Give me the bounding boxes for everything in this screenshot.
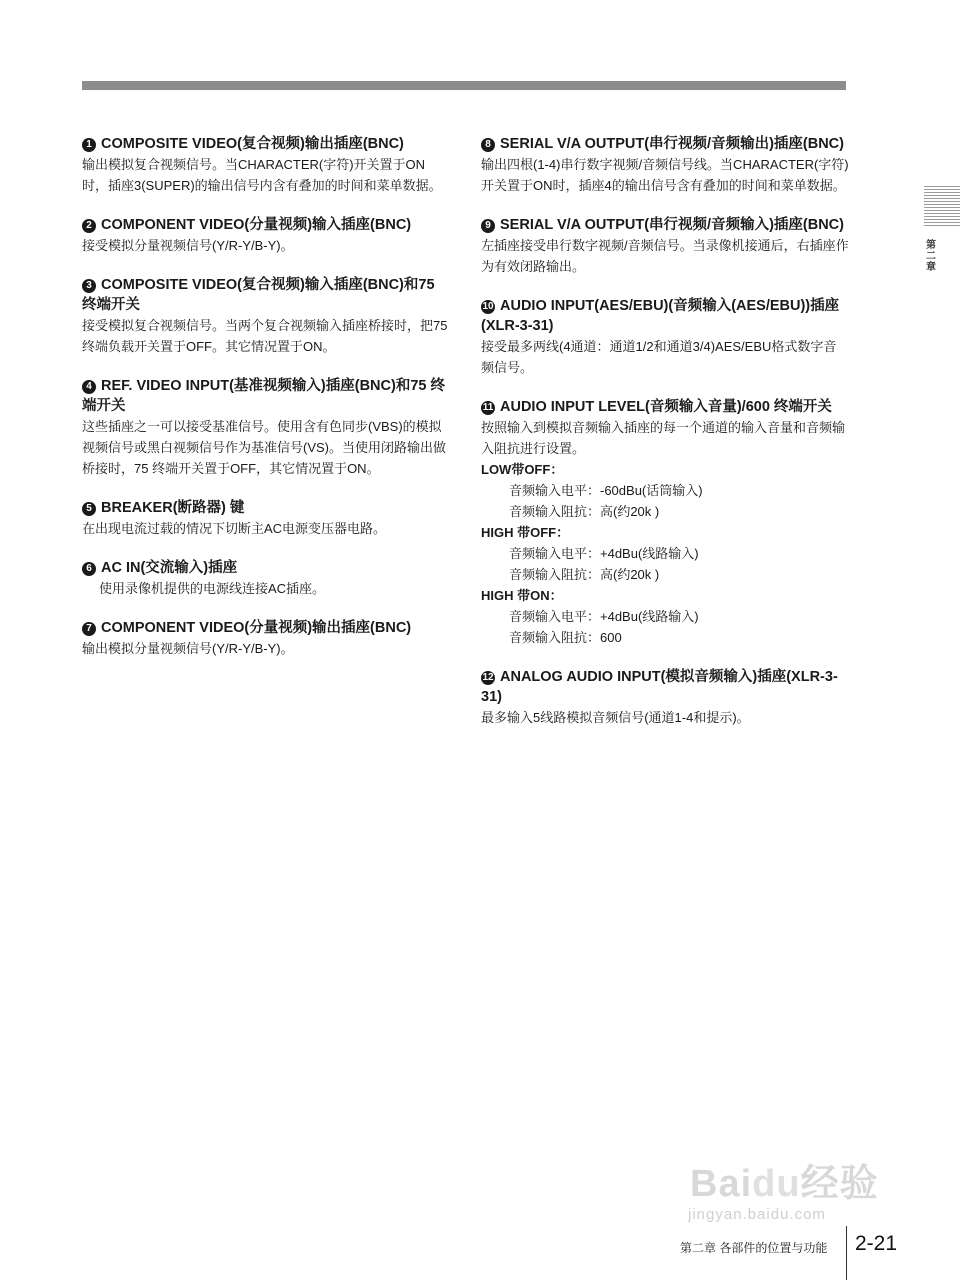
item-description: 在出现电流过载的情况下切断主AC电源变压器电路。: [82, 521, 387, 536]
item-title: 1 COMPOSITE VIDEO(复合视频)输出插座(BNC): [82, 134, 450, 154]
spec-heading: LOW带OFF：: [481, 462, 564, 477]
item-number-badge: 10: [482, 301, 494, 312]
header-rule: [82, 81, 846, 90]
item-serial-va-input: [481, 215, 849, 277]
item-title: 9 SERIAL V/A OUTPUT(串行视频/音频输入)插座(BNC): [481, 215, 849, 235]
item-title: 2 COMPONENT VIDEO(分量视频)输入插座(BNC): [82, 215, 450, 235]
item-composite-video-output: [82, 134, 450, 196]
item-ref-video-input: [82, 376, 450, 479]
chapter-tab-marker: [924, 186, 960, 228]
right-column: [481, 134, 849, 747]
item-description: 接受模拟复合视频信号。当两个复合视频输入插座桥接时，把75 终端负载开关置于OFF。其它情况置于ON。: [82, 318, 448, 354]
item-title: 4 REF. VIDEO INPUT(基准视频输入)插座(BNC)和75 终端开关: [82, 378, 445, 414]
baidu-watermark-logo: Baidu经验: [690, 1163, 879, 1205]
item-description: 按照输入到模拟音频输入插座的每一个通道的输入音量和音频输入阻抗进行设置。: [481, 420, 846, 456]
spec-line: 音频输入电平：+4dBu(线路输入): [509, 609, 699, 624]
spec-line: 音频输入电平：-60dBu(话筒输入): [509, 483, 703, 498]
page-number: 2-21: [855, 1232, 898, 1255]
chapter-tab-label: 第二章: [926, 240, 936, 273]
spec-line: 音频输入阻抗：高(约20k ): [509, 567, 660, 582]
spec-line: 音频输入阻抗：高(约20k ): [509, 504, 660, 519]
item-description: 最多输入5线路模拟音频信号(通道1-4和提示)。: [481, 710, 750, 725]
item-number-badge: 2: [82, 219, 96, 233]
left-column: [82, 134, 450, 678]
item-description: 输出模拟分量视频信号(Y/R-Y/B-Y)。: [82, 641, 294, 656]
footer-divider: [846, 1226, 847, 1280]
item-description: 左插座接受串行数字视频/音频信号。当录像机接通后，右插座作为有效闭路输出。: [481, 238, 849, 274]
item-description: 使用录像机提供的电源线连接AC插座。: [99, 581, 326, 596]
item-ac-in: [82, 558, 450, 599]
item-description: 接受模拟分量视频信号(Y/R-Y/B-Y)。: [82, 238, 294, 253]
item-description: 输出四根(1-4)串行数字视频/音频信号线。当CHARACTER(字符)开关置于ON时，插座4的输出信号含有叠加的时间和菜单数据。: [481, 157, 849, 193]
item-number-badge: 8: [481, 138, 495, 152]
item-composite-video-input: [82, 275, 450, 357]
item-title: 8 SERIAL V/A OUTPUT(串行视频/音频输出)插座(BNC): [481, 134, 849, 154]
item-title: 3 COMPOSITE VIDEO(复合视频)输入插座(BNC)和75 终端开关: [82, 277, 435, 313]
item-title: 5 BREAKER(断路器) 键: [82, 498, 450, 518]
item-breaker: [82, 498, 450, 539]
item-number-badge: 6: [82, 562, 96, 576]
item-number-badge: 7: [82, 622, 96, 636]
item-component-video-input: [82, 215, 450, 256]
item-number-badge: 3: [82, 279, 96, 293]
item-number-badge: 1: [82, 138, 96, 152]
item-title: 10 AUDIO INPUT(AES/EBU)(音频输入(AES/EBU))插座(XLR-3-31): [481, 298, 840, 334]
item-title: 7 COMPONENT VIDEO(分量视频)输出插座(BNC): [82, 618, 450, 638]
spec-heading: HIGH 带ON：: [481, 588, 563, 603]
spec-line: 音频输入电平：+4dBu(线路输入): [509, 546, 699, 561]
item-number-badge: 11: [482, 402, 494, 413]
item-title: 12 ANALOG AUDIO INPUT(模拟音频输入)插座(XLR-3-31): [481, 669, 838, 705]
item-title: 6 AC IN(交流输入)插座: [82, 558, 450, 578]
item-description: 接受最多两线(4通道：通道1/2和通道3/4)AES/EBU格式数字音频信号。: [481, 339, 837, 375]
footer-chapter-title: 第二章 各部件的位置与功能: [680, 1241, 828, 1255]
item-audio-input-aes-ebu: [481, 296, 849, 378]
item-serial-va-output: [481, 134, 849, 196]
item-title: 11 AUDIO INPUT LEVEL(音频输入音量)/600 终端开关: [482, 399, 832, 415]
item-component-video-output: [82, 618, 450, 659]
item-number-badge: 4: [82, 380, 96, 394]
item-number-badge: 5: [82, 502, 96, 516]
item-description: 输出模拟复合视频信号。当CHARACTER(字符)开关置于ON时，插座3(SUPER)的输出信号内含有叠加的时间和菜单数据。: [82, 157, 442, 193]
spec-heading: HIGH 带OFF：: [481, 525, 570, 540]
spec-line: 音频输入阻抗：600: [509, 630, 622, 645]
item-number-badge: 12: [482, 672, 494, 683]
item-number-badge: 9: [481, 219, 495, 233]
watermark-url: jingyan.baidu.com: [688, 1206, 826, 1223]
item-analog-audio-input: [481, 667, 849, 728]
item-description: 这些插座之一可以接受基准信号。使用含有色同步(VBS)的模拟视频信号或黑白视频信号作为基准信号(VS)。当使用闭路输出做桥接时，75 终端开关置于OFF，其它情况置于ON。: [82, 419, 447, 476]
item-audio-input-level: [481, 397, 849, 648]
